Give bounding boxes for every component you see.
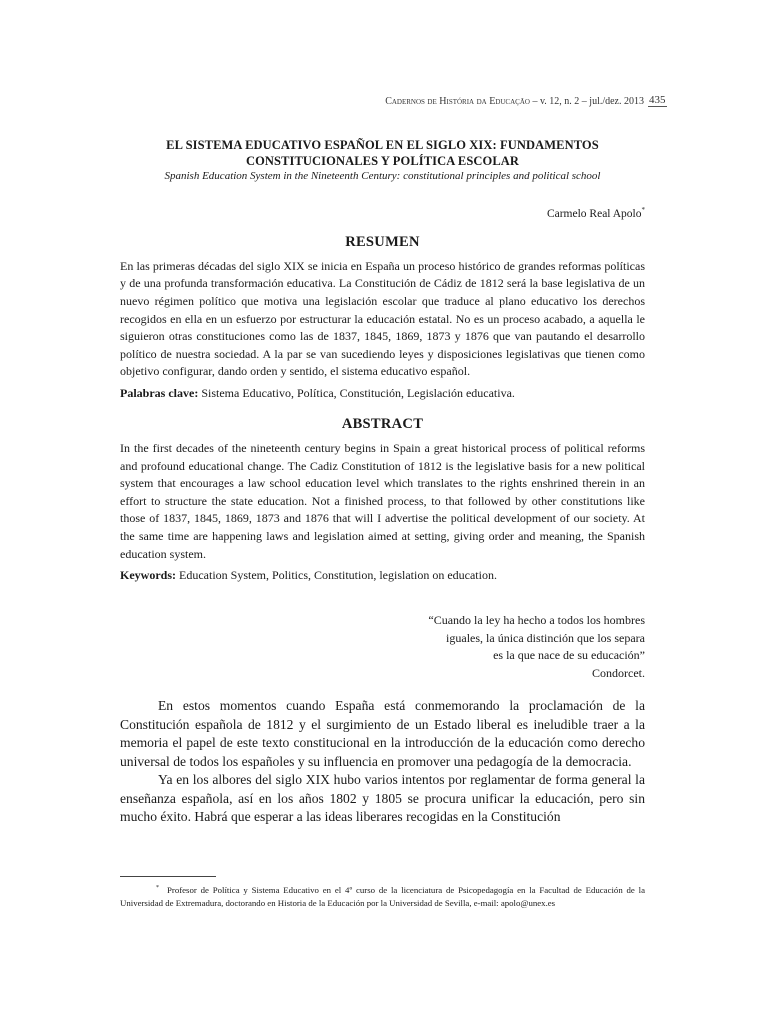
abstract-keywords-label: Keywords: — [120, 568, 176, 583]
author-name: Carmelo Real Apolo — [546, 207, 642, 220]
footnote-divider — [120, 876, 216, 877]
footnote — [120, 882, 645, 910]
journal-name: Cadernos de História da Educação — [385, 96, 530, 107]
footnote-text: Profesor de Política y Sistema Educativo en el 4º curso de la licenciatura de Psicopedagogía en la Facultad de Educación de la Universidad de Extremadura, doctorando en Historia de la Educación por la Universidad de Sevilla, e-mail: apolo@unex.es — [120, 884, 645, 908]
abstract-text: In the first decades of the nineteenth century begins in Spain a great historical process of political reforms and profound educational change. The Cadiz Constitution of 1812 is the legislative basis for a new political system that encourages a law school education level which translates to the rights enshrined therein in an effort to structure the state education. Not a finished process, to that followed by other constitutions like those of 1837, 1845, 1869, 1873 and 1876 that will I advertise the political development of our society. At the same time are happening laws and legislation aimed at setting, giving order and meaning, the Spanish education system. — [120, 440, 645, 561]
author-footnote-mark: * — [641, 206, 645, 214]
epigraph-line-1: “Cuando la ley ha hecho a todos los hombres — [428, 613, 645, 628]
body-text — [120, 697, 645, 827]
article-subtitle: Spanish Education System in the Nineteenth Century: constitutional principles and political school — [164, 170, 601, 182]
epigraph-attribution: Condorcet. — [592, 665, 645, 680]
resumen-keywords-label: Palabras clave: — [120, 385, 199, 400]
epigraph-line-2: iguales, la única distinción que los separa — [446, 630, 645, 645]
footnote-mark: * — [156, 885, 159, 891]
title-line-2: CONSTITUCIONALES Y POLÍTICA ESCOLAR — [245, 154, 520, 168]
page-number: 435 — [649, 94, 666, 106]
body-paragraph-1: En estos momentos cuando España está conmemorando la proclamación de la Constitución española de 1812 y el surgimiento de un Estado liberal es ineludible traer a la memoria el papel de este texto constitucional en la introducción de la educación como derecho universal de todos los españoles y su influencia en promover una pedagogía de la democracia. — [120, 698, 645, 769]
article-content — [120, 137, 645, 827]
article-title — [120, 137, 645, 169]
author — [120, 206, 645, 220]
abstract-keywords — [120, 567, 645, 584]
abstract-keywords-list: Education System, Politics, Constitution, legislation on education. — [176, 568, 497, 583]
abstract-heading: ABSTRACT — [341, 415, 424, 432]
issue-info: – v. 12, n. 2 – jul./dez. 2013 — [529, 96, 644, 107]
epigraph — [120, 612, 645, 682]
epigraph-line-3: es la que nace de su educación” — [493, 648, 645, 663]
resumen-heading: RESUMEN — [345, 233, 420, 250]
resumen-text: En las primeras décadas del siglo XIX se inicia en España un proceso histórico de grandes reformas políticas y de una profunda transformación educativa. La Constitución de Cádiz de 1812 será la base legislativa de un nuevo régimen político que motiva una legislación escolar que traduce al plano educativo los derechos recogidos en ella en un esfuerzo por estructurar la educación estatal. No es un proceso acabado, a aquella le siguieron otras constituciones como las de 1837, 1845, 1869, 1873 y 1876 que van pautando el desarrollo político de nuestra sociedad. A la par se van sucediendo leyes y disposiciones legislativas que tienen como objetivo configurar, dando orden y sentido, el sistema educativo español. — [120, 258, 645, 379]
resumen-keywords — [120, 385, 645, 402]
running-header — [120, 96, 644, 107]
resumen-keywords-list: Sistema Educativo, Política, Constitución, Legislación educativa. — [198, 385, 515, 400]
body-paragraph-2: Ya en los albores del siglo XIX hubo varios intentos por reglamentar de forma general la enseñanza española, así en los años 1802 y 1805 se procura unificar la educación, pero sin mucho éxito. Habrá que esperar a las ideas liberares recogidas en la Constitución — [120, 772, 645, 825]
title-line-1: EL SISTEMA EDUCATIVO ESPAÑOL EN EL SIGLO XIX: FUNDAMENTOS — [166, 138, 599, 152]
